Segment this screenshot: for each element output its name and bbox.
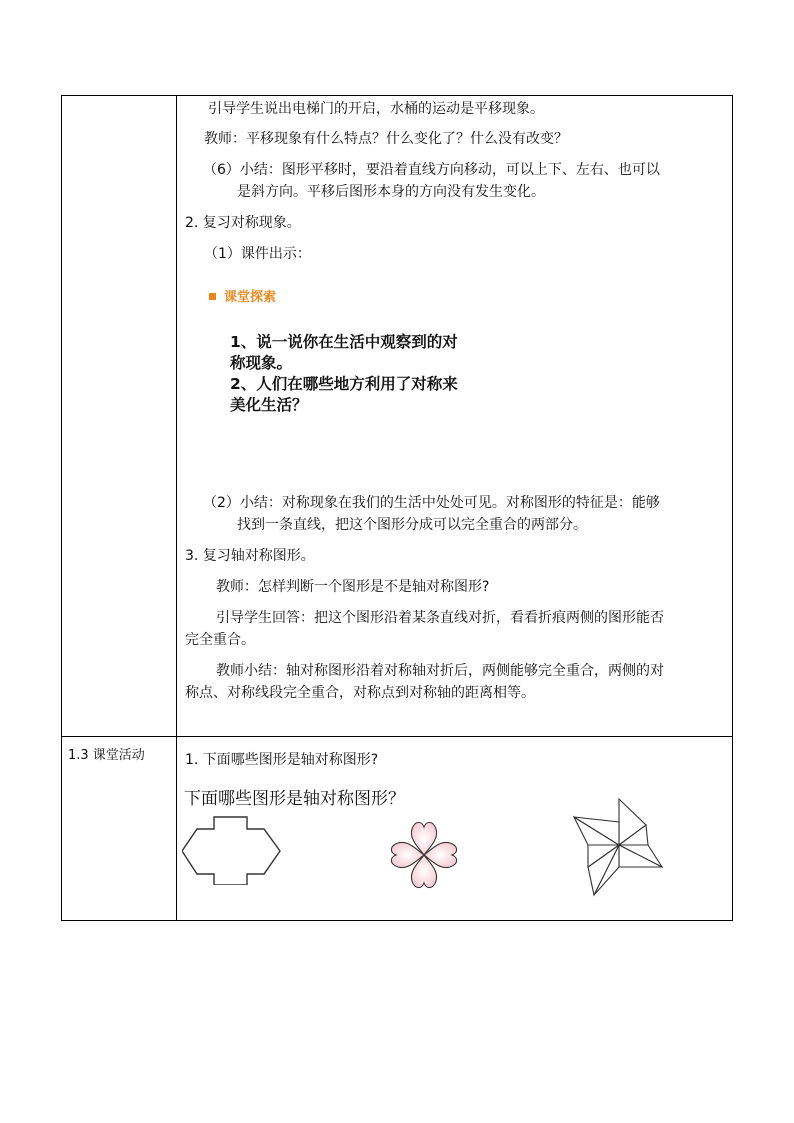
image-caption: 下面哪些图形是轴对称图形？ [184,789,405,809]
lesson-plan-table [61,95,733,921]
paragraph-line: 是斜方向。平移后图形本身的方向没有发生变化。 [237,184,545,200]
row-label-cell [62,737,177,921]
question-text: 1. 下面哪些图形是轴对称图形? [185,752,379,768]
hexagon-cross-figure [182,815,282,885]
paragraph-line: 教师：平移现象有什么特点？什么变化了？什么没有改变？ [204,131,568,147]
paragraph-line: 教师：怎样判断一个图形是不是轴对称图形? [216,579,490,595]
paragraph-line: （6）小结：图形平移时，要沿着直线方向移动，可以上下、左右、也可以 [203,162,660,178]
paragraph-line: 教师小结：轴对称图形沿着对称轴对折后，两侧能够完全重合，两侧的对 [216,663,664,679]
explore-line: 美化生活？ [230,396,308,414]
explore-heading [209,287,276,309]
paragraph-line: 找到一条直线，把这个图形分成可以完全重合的两部分。 [237,517,587,533]
four-heart-flower-figure [384,815,464,895]
paragraph-line: 完全重合。 [185,632,255,648]
row-label-cell [62,96,177,737]
row-label: 1.3 课堂活动 [68,748,145,763]
paragraph-line: 称点、对称线段完全重合，对称点到对称轴的距离相等。 [185,685,535,701]
explore-line: 2、人们在哪些地方利用了对称来 [230,375,458,393]
paragraph-line: （1）课件出示： [204,246,311,262]
explore-heading-text: 课堂探索 [224,290,277,305]
content-cell [177,96,733,737]
section-heading: 3. 复习轴对称图形。 [185,548,315,564]
explore-line: 称现象。 [230,354,293,372]
content-cell [177,737,733,921]
explore-line: 1、说一说你在生活中观察到的对 [230,333,458,351]
table-row [62,737,733,921]
paragraph-line: 引导学生回答：把这个图形沿着某条直线对折，看看折痕两侧的图形能否 [216,610,664,626]
pinwheel-figure [572,797,664,897]
square-bullet-icon [209,293,216,300]
paragraph-line: （2）小结：对称现象在我们的生活中处处可见。对称图形的特征是：能够 [203,495,660,511]
table-row [62,96,733,737]
section-heading: 2. 复习对称现象。 [185,215,301,231]
paragraph-line: 引导学生说出电梯门的开启，水桶的运动是平移现象。 [208,101,544,117]
